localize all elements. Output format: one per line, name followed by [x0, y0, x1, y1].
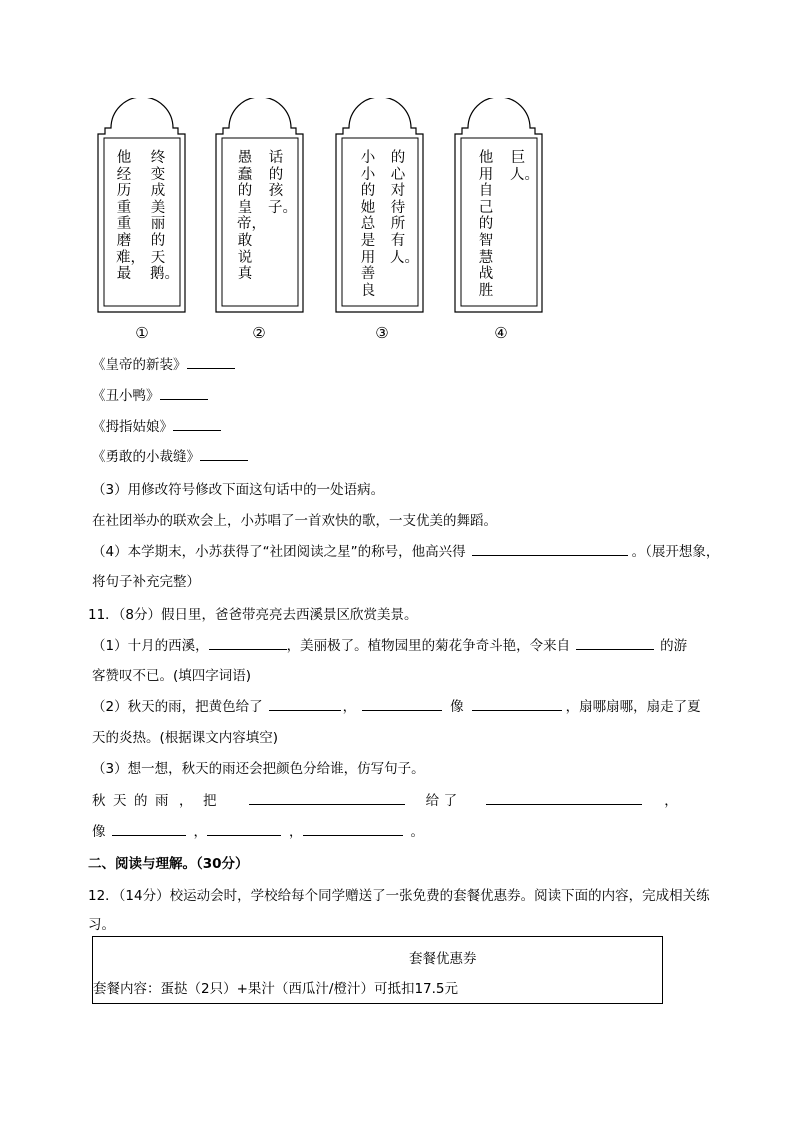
section-heading: 二、阅读与理解。（30分） [88, 856, 249, 872]
answer-blank[interactable] [187, 356, 235, 369]
q4-prompt: （4）本学期末，小苏获得了“社团阅读之星”的称号，他高兴得 。（展开想象， [92, 544, 720, 560]
q11-imitation-line2: 像 ， ， 。 [92, 824, 424, 840]
coupon-box [92, 936, 663, 1004]
answer-blank[interactable] [200, 448, 248, 461]
bookmark-number: ② [252, 324, 266, 342]
bookmark-3 [333, 98, 427, 316]
bookmark-frame [333, 98, 427, 316]
answer-blank[interactable] [112, 823, 186, 836]
bookmark-frame [452, 98, 546, 316]
coupon-content: 套餐内容：蛋挞（2只）+果汁（西瓜汁/橙汁）可抵扣17.5元 [93, 981, 459, 997]
answer-blank[interactable] [249, 792, 405, 805]
bookmark-frame [95, 98, 189, 316]
bookmark-number: ③ [375, 324, 389, 342]
bookmark-right-column: 的心对待所有人。 [390, 150, 419, 266]
answer-blank[interactable] [173, 418, 221, 431]
answer-blank[interactable] [303, 823, 403, 836]
bookmark-right-column: 话的孩子。 [268, 150, 297, 216]
bookmark-2 [213, 98, 307, 316]
q3-prompt: （3）用修改符号修改下面这句话中的一处语病。 [92, 482, 385, 498]
answer-blank[interactable] [362, 698, 442, 711]
answer-blank[interactable] [472, 698, 562, 711]
q11-imitation-line1: 秋 天 的 雨 ， 把 给 了 ， [92, 793, 678, 809]
match-item: 《拇指姑娘》 [92, 415, 221, 435]
answer-blank[interactable] [576, 637, 654, 650]
answer-blank[interactable] [269, 698, 341, 711]
q3-sentence: 在社团举办的联欢会上，小苏唱了一首欢快的歌，一支优美的舞蹈。 [92, 513, 497, 529]
answer-blank[interactable] [207, 823, 281, 836]
answer-blank[interactable] [209, 637, 287, 650]
q11-part2-cont: 天的炎热。(根据课文内容填空) [92, 730, 279, 746]
q4-line2: 将句子补充完整） [92, 574, 200, 590]
q11-part2: （2）秋天的雨，把黄色给了 ， 像 ，扇哪扇哪，扇走了夏 [92, 699, 701, 715]
bookmark-left-column: 他经历重重磨难，最 [116, 150, 145, 283]
bookmark-right-column: 巨人。 [510, 150, 539, 183]
q12-line1: 12．（14分）校运动会时，学校给每个同学赠送了一张免费的套餐优惠券。阅读下面的内容，完成相关练 [88, 888, 710, 904]
q11-title: 11．（8分）假日里，爸爸带亮亮去西溪景区欣赏美景。 [88, 607, 418, 623]
bookmark-left-column: 愚蠢的皇帝，敢说真 [237, 150, 266, 283]
bookmark-left-column: 小小的她总是用善良 [360, 150, 376, 299]
bookmark-1 [95, 98, 189, 316]
bookmark-4 [452, 98, 546, 316]
answer-blank[interactable] [486, 792, 642, 805]
bookmark-number: ① [135, 324, 149, 342]
bookmark-left-column: 他用自己的智慧战胜 [478, 150, 494, 299]
match-item: 《勇敢的小裁缝》 [92, 445, 248, 465]
match-item: 《丑小鸭》 [92, 384, 208, 404]
q11-part1: （1）十月的西溪， ，美丽极了。植物园里的菊花争奇斗艳，令来自 的游 [92, 638, 688, 654]
answer-blank[interactable] [472, 543, 628, 556]
match-item: 《皇帝的新装》 [92, 353, 235, 373]
bookmark-number: ④ [494, 324, 508, 342]
coupon-title: 套餐优惠券 [409, 951, 477, 967]
answer-blank[interactable] [160, 387, 208, 400]
bookmark-right-column: 终变成美丽的天鹅。 [150, 150, 179, 283]
q12-line2: 习。 [88, 917, 115, 933]
q11-part1-cont: 客赞叹不已。(填四字词语) [92, 668, 252, 684]
q11-part3: （3）想一想，秋天的雨还会把颜色分给谁，仿写句子。 [92, 761, 425, 777]
